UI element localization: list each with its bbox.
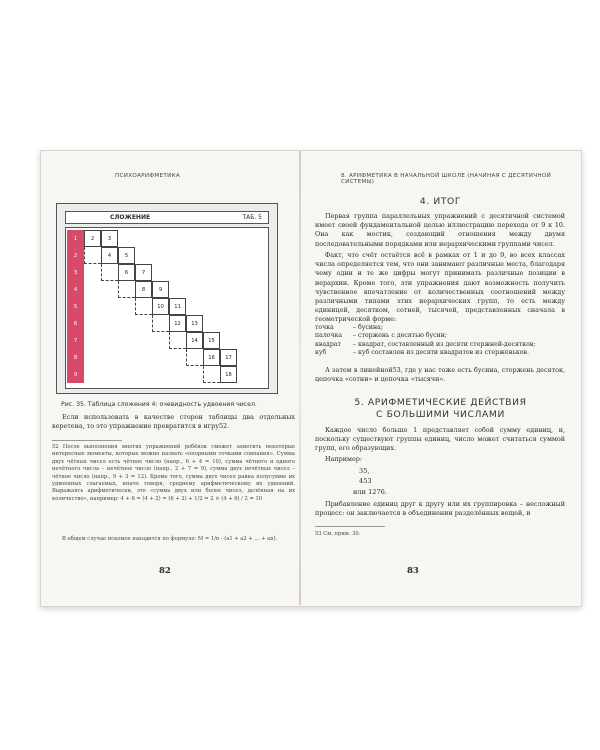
table-next-cell: 13 — [186, 315, 203, 332]
table-pink-cell: 8 — [67, 349, 84, 366]
figure-header — [65, 211, 269, 224]
paragraph-3: А затем в линейной53, где у нас тоже есть бусина, стержень десяток, цепочка «сотни» и цепочка «тысячи». — [315, 366, 565, 384]
table-pink-cell: 2 — [67, 247, 84, 264]
table-diagonal-cell: 18 — [220, 366, 237, 383]
table-pink-cell: 1 — [67, 230, 84, 247]
table-diagonal-cell: 4 — [101, 247, 118, 264]
figure-caption: Рис. 35. Таблица сложения 4: очевидность удвоения чисел. — [61, 401, 257, 408]
left-page — [40, 150, 299, 605]
table-next-cell: 15 — [203, 332, 220, 349]
table-next-cell: 5 — [118, 247, 135, 264]
right-page-number: 83 — [407, 566, 419, 576]
formula-line: В общем случае искомое находится по формуле: M = 1/n · (a1 + a2 + … + an). — [62, 536, 278, 542]
table-pink-cell: 6 — [67, 315, 84, 332]
section-heading-4: 4. ИТОГ — [419, 196, 462, 207]
paragraph-2: Факт, что счёт остаётся всё в рамках от 1 и до 9, во всех классах числа определяется тем, что они занимают различные места, благодаря чему одни и те же цифры могут принимать различные позиции в иерархии. Кроме того, эти упражнения дают возможность получить чувственное впечатление от количественных соотношений между различными типами этих иерархических групп, то есть между единицей, десятком, сотней, тысячей, представленных сначала в геометрической форме: — [315, 251, 565, 324]
example-number: 453 — [359, 477, 372, 485]
addition-grid — [65, 227, 269, 389]
table-diagonal-cell: 6 — [118, 264, 135, 281]
table-diagonal-cell: 12 — [169, 315, 186, 332]
left-paragraph: Если использовать в качестве сторон таблицы два отдельных веретена, то это упражнение превратится в игру52. — [52, 413, 295, 431]
section-heading-5-line1: 5. АРИФМЕТИЧЕСКИЕ ДЕЙСТВИЯ — [354, 397, 527, 408]
paragraph-6: Прибавление единиц друг к другу или их группировка – несложный процесс: он заключается в объединении разделённых вещей, и — [315, 500, 565, 518]
table-dashed-cell — [186, 349, 203, 366]
table-diagonal-cell: 10 — [152, 298, 169, 315]
table-dashed-cell — [101, 264, 118, 281]
example-number: 35, — [359, 467, 370, 475]
footnote-52: 52 После выполнения многих упражнений ребёнок сможет заметить некоторые интересные моменты, которые можно назвать «опорными точками совпания». Сумма двух чётных чисел есть чётное число (напр., 6 + 4 = 10), сумма чётного и одного нечётного числа – нечётное число (напр., 2 + 7 = 9), сумма двух нечётных чисел – чётное число (напр., 9 + 3 = 12). Кроме того, сумма двух чисел равна полусумме их удвоенных слагаемых, иначе говоря, среднему арифметическому их удвоений. Выражаясь арифметически, это «сумма двух или более чисел, делённая на их количество», например: 4 + 6 = (4 + 2) = (6 + 2) + 1/2 = 2 × (4 + 6) / 2 = 10 — [52, 444, 295, 502]
right-page — [301, 150, 580, 605]
table-next-cell: 3 — [101, 230, 118, 247]
figure-title: СЛОЖЕНИЕ — [110, 214, 151, 221]
table-diagonal-cell: 14 — [186, 332, 203, 349]
table-diagonal-cell: 16 — [203, 349, 220, 366]
table-next-cell: 7 — [135, 264, 152, 281]
table-pink-cell: 3 — [67, 264, 84, 281]
definition-row: квадрат – квадрат, составленный из десяти стержней-десятков; — [315, 340, 536, 348]
definition-row: куб – куб составлен из десяти квадратов из стерженьков. — [315, 349, 529, 357]
table-dashed-cell — [135, 298, 152, 315]
example-number: или 1276. — [353, 488, 387, 496]
left-running-head: ПСИХОАРИФМЕТИКА — [115, 173, 180, 179]
section-heading-5-line2: С БОЛЬШИМИ ЧИСЛАМИ — [376, 409, 505, 420]
table-dashed-cell — [118, 281, 135, 298]
table-dashed-cell — [152, 315, 169, 332]
table-dashed-cell — [84, 247, 101, 264]
table-next-cell: 9 — [152, 281, 169, 298]
left-page-number: 82 — [159, 566, 171, 576]
table-dashed-cell — [203, 366, 220, 383]
definition-list — [315, 324, 565, 358]
right-running-head: 8. АРИФМЕТИКА В НАЧАЛЬНОЙ ШКОЛЕ (НАЧИНАЯ С ДЕСЯТИЧНОЙ СИСТЕМЫ) — [341, 173, 552, 185]
table-dashed-cell — [169, 332, 186, 349]
paragraph-4: Каждое число больше 1 представляет собой сумму единиц, и, поскольку существуют группы единиц, число может считаться суммой групп, его образующих. — [315, 426, 565, 453]
table-pink-cell: 7 — [67, 332, 84, 349]
definition-row: палочка – стержень с десятью бусин; — [315, 332, 447, 340]
figure-tab-label: ТАБ. 5 — [242, 214, 262, 221]
table-pink-cell: 9 — [67, 366, 84, 383]
paragraph-5: Например: — [325, 455, 362, 463]
definition-row: точка – бусина; — [315, 324, 383, 331]
table-diagonal-cell: 2 — [84, 230, 101, 247]
table-next-cell: 17 — [220, 349, 237, 366]
table-pink-cell: 5 — [67, 298, 84, 315]
table-diagonal-cell: 8 — [135, 281, 152, 298]
addition-table-figure — [56, 203, 278, 394]
footnote-53: 53 См. прим. 30. — [315, 531, 361, 537]
table-next-cell: 11 — [169, 298, 186, 315]
paragraph-1: Первая группа параллельных упражнений с десятичной системой имеет своей фундаментальной целью иллюстрацию перехода от 9 к 10. Она как мостик, создающий отношения между двумя последовательными порядками или иерархическими группами чисел. — [315, 212, 565, 248]
table-pink-cell: 4 — [67, 281, 84, 298]
footnote-divider — [315, 526, 385, 527]
footnote-divider — [52, 440, 122, 441]
